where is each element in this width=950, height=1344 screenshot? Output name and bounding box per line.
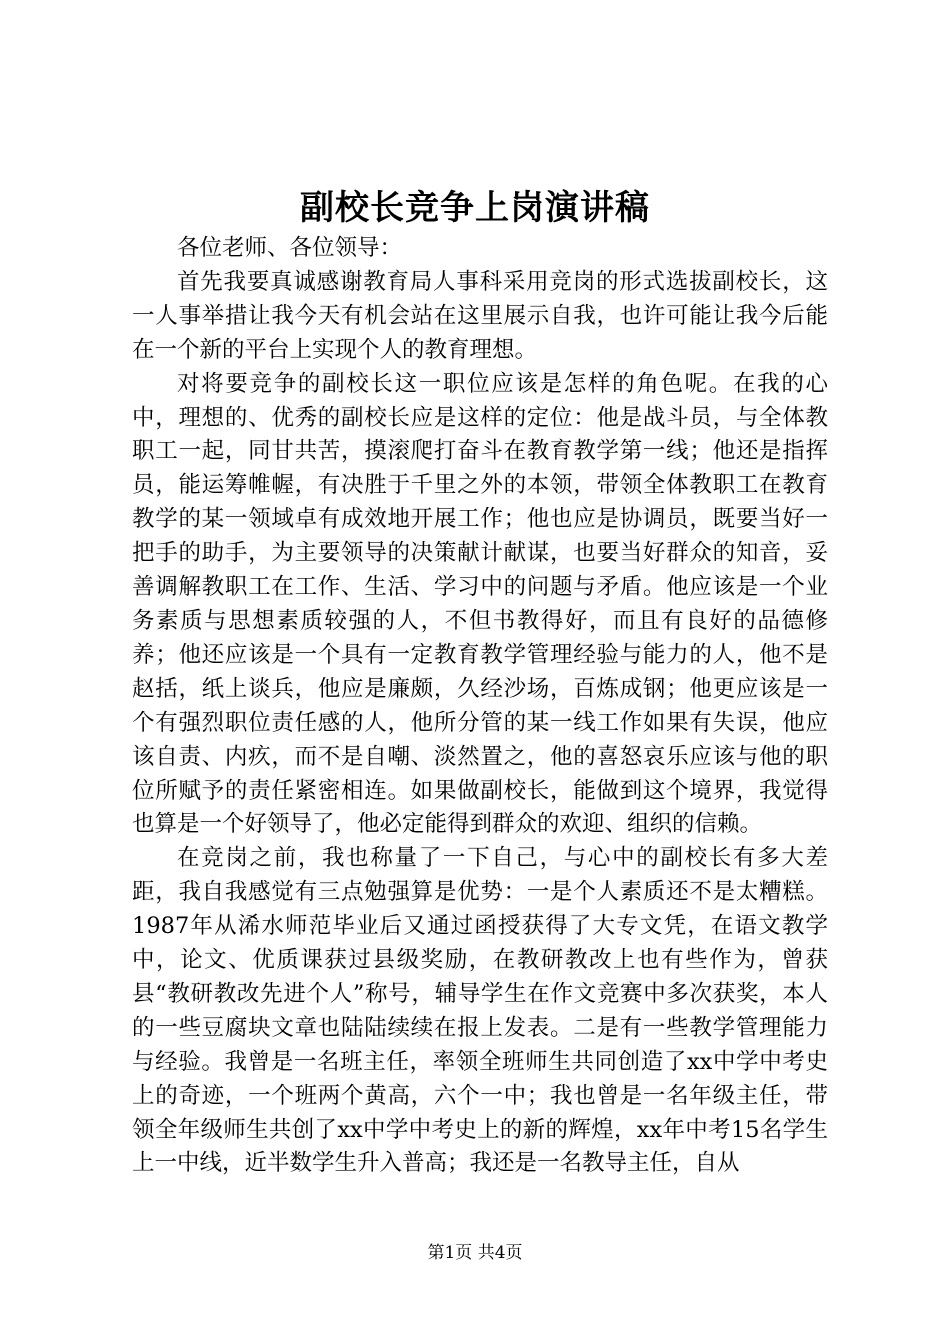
body-paragraph: 对将要竞争的副校长这一职位应该是怎样的角色呢。在我的心中，理想的、优秀的副校长应是这样的定位：他是战斗员，与全体教职工一起，同甘共苦，摸滚爬打奋斗在教育教学第一线；他还是指挥员，能运筹帷幄，有决胜于千里之外的本领，带领全体教职工在教育教学的某一领域卓有成效地开展工作；他也应是协调员，既要当好一把手的助手，为主要领导的决策献计献谋，也要当好群众的知音，妥善调解教职工在工作、生活、学习中的问题与矛盾。他应该是一个业务素质与思想素质较强的人，不但书教得好，而且有良好的品德修养；他还应该是一个具有一定教育教学管理经验与能力的人，他不是赵括，纸上谈兵，他应是廉颇，久经沙场，百炼成钢；他更应该是一个有强烈职位责任感的人，他所分管的某一线工作如果有失误，他应该自责、内疚，而不是自嘲、淡然置之，他的喜怒哀乐应该与他的职位所赋予的责任紧密相连。如果做副校长，能做到这个境界，我觉得也算是一个好领导了，他必定能得到群众的欢迎、组织的信赖。: [132, 370, 828, 838]
salutation-paragraph: 各位老师、各位领导：: [177, 235, 403, 261]
body-paragraph: 首先我要真诚感谢教育局人事科采用竞岗的形式选拔副校长，这一人事举措让我今天有机会站在这里展示自我，也许可能让我今后能在一个新的平台上实现个人的教育理想。: [132, 268, 828, 363]
body-paragraph: 在竞岗之前，我也称量了一下自己，与心中的副校长有多大差距，我自我感觉有三点勉强算是优势：一是个人素质还不是太糟糕。1987年从浠水师范毕业后又通过函授获得了大专文凭，在语文教学中，论文、优质课获过县级奖励，在教研教改上也有些作为，曾获县“教研教改先进个人”称号，辅导学生在作文竞赛中多次获奖，本人的一些豆腐块文章也陆陆续续在报上发表。二是有一些教学管理能力与经验。我曾是一名班主任，率领全班师生共同创造了xx中学中考史上的奇迹，一个班两个黄高，六个一中；我也曾是一名年级主任，带领全年级师生共创了xx中学中考史上的新的辉煌，xx年中考15名学生上一中线，近半数学生升入普高；我还是一名教导主任，自从: [132, 845, 828, 1177]
document-body: [132, 232, 828, 1181]
document-title: 副校长竞争上岗演讲稿: [300, 188, 650, 228]
page-number-footer: 第1页 共4页: [427, 1243, 523, 1263]
